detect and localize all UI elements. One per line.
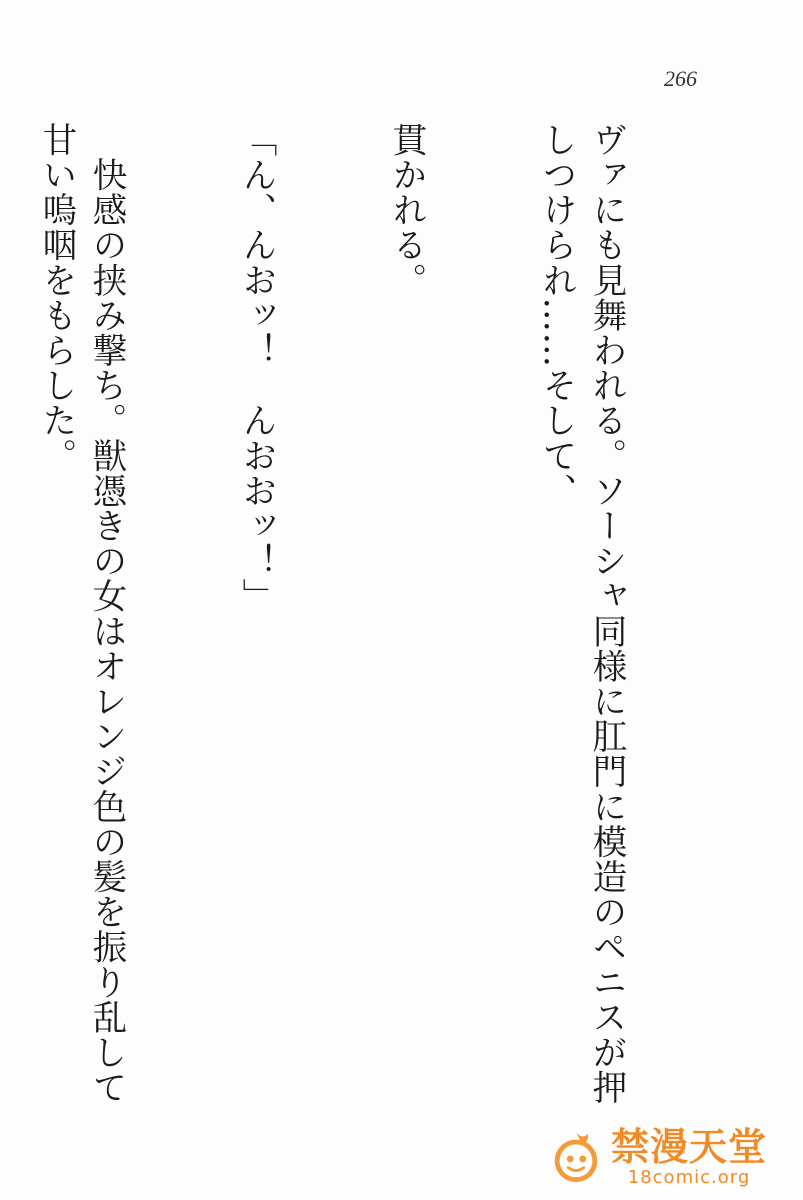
mascot-icon [547,1128,605,1186]
text-line: 貫かれる。 [386,122,426,298]
watermark [547,1122,779,1192]
text-line: ヴァにも見舞われる。ソーシャ同様に肛門に模造のペニスが押しつけられ……そして、 [536,122,626,1105]
text-line: 「ん、んおッ！ んおおッ！」 [236,122,276,614]
watermark-title: 禁漫天堂 [611,1124,768,1169]
text-line: 快感の挟み撃ち。獣憑きの女はオレンジ色の髪を振り乱して甘い嗚咽をもらした。 [36,122,126,1105]
watermark-url: 18comic.org [627,1166,751,1188]
body-text [0,122,731,1138]
page-number: 266 [664,66,697,91]
